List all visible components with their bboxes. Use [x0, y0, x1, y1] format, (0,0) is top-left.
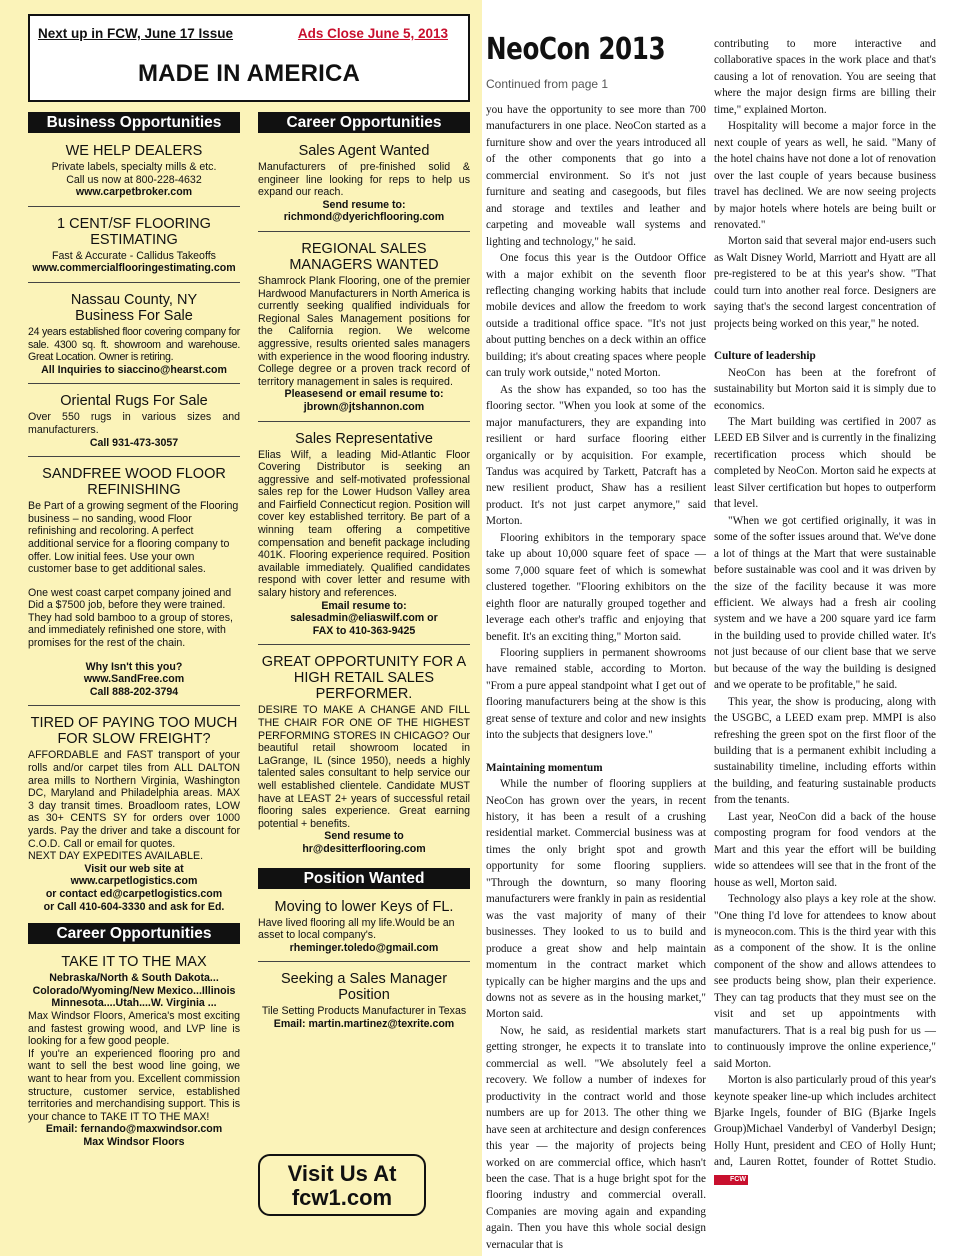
- ad-title: Sales Representative: [295, 430, 433, 447]
- paragraph: Last year, NeoCon did a back of the house composting program for food vendors at the Mart and this year the effort will be building wide so attendees will see that in the front of the house as well, Morton said.: [714, 810, 936, 889]
- section-band-position-wanted: Position Wanted: [258, 868, 470, 889]
- ad-title: TIRED OF PAYING TOO MUCH FOR SLOW FREIGHT?: [30, 715, 238, 748]
- article-column-2: [714, 36, 936, 1187]
- ad-title: 1 CENT/SF FLOORING ESTIMATING: [57, 215, 211, 248]
- divider: [28, 206, 240, 207]
- fcw-end-badge: FCW: [714, 1175, 748, 1185]
- ads-close-label: Ads Close June 5, 2013: [297, 26, 448, 41]
- ad-cta: Send resume to:: [322, 198, 406, 211]
- ad-url-link[interactable]: www.commercialflooringestimating.com: [32, 262, 236, 275]
- paragraph: Flooring suppliers in permanent showrooms have remained stable, according to Morton. "From a pure appeal standpoint what I get out of flooring manufacturers being at the show is this great sense of texture and color and new insights into the subjects that designers love.": [486, 646, 706, 742]
- visit-fcw-link[interactable]: [258, 1154, 426, 1216]
- ad-email-link[interactable]: richmond@dyerichflooring.com: [283, 211, 445, 224]
- ad-body: Elias Wilf, a leading Mid-Atlantic Floor Covering Distributor is seeking an aggressive and self-motivated professional sales rep for the Lower Hudson Valley area and Fairfield Connecticut region. Position will cover key established territory. Be part of a winning team offering a competitive compensation and benefit package including 401K. Flooring experience required. Position available immediately. Qualified candidates respond with cover letter and resume with salary history and references.: [258, 448, 470, 600]
- ad-slow-freight: [28, 715, 240, 913]
- ad-line: NEXT DAY EXPEDITES AVAILABLE.: [28, 850, 204, 863]
- ad-title: Moving to lower Keys of FL.: [274, 898, 454, 915]
- ad-we-help-dealers: [28, 143, 240, 199]
- paragraph: The Mart building was certified in 2007 as LEED EB Silver and is currently in the finalizing recertification process which should be completed by NeoCon. Morton said he expects at least Silver certification but hopes to outperform that level.: [714, 415, 936, 511]
- ad-title: Seeking a Sales Manager Position: [280, 971, 448, 1004]
- article-neocon: [482, 0, 960, 1256]
- ad-sales-agent: [258, 143, 470, 224]
- ad-flooring-estimating: [28, 216, 240, 275]
- ad-subtitle: Business For Sale: [75, 307, 193, 324]
- ad-take-it-to-the-max: [28, 954, 240, 1148]
- classified-column-right: [258, 112, 470, 1031]
- ad-email-link[interactable]: hr@desitterflooring.com: [302, 842, 426, 855]
- ad-cta: Email resume to:: [321, 599, 407, 612]
- ad-email-link[interactable]: rheminger.toledo@gmail.com: [289, 941, 439, 954]
- ad-tagline: Why Isn't this you?: [85, 660, 183, 673]
- classified-column-left: [28, 112, 240, 1148]
- ad-cta: Visit our web site at: [84, 862, 184, 875]
- divider: [258, 421, 470, 422]
- ad-company: Max Windsor Floors: [83, 1135, 185, 1148]
- ad-moving-keys: [258, 899, 470, 955]
- divider: [258, 961, 470, 962]
- ad-title: REGIONAL SALES MANAGERS WANTED: [289, 240, 439, 273]
- paragraph: Morton said that several major end-users such as Walt Disney World, Marriott and Hyatt are all pre-registered to be at this year's show. "That could turn into another real force. Designers are saying that's the second largest concentration of projects being worked on this year," he noted.: [714, 235, 936, 330]
- ad-body: Max Windsor Floors, America's most exciting and fastest growing wood, and LVP line is looking for a few good people.: [28, 1009, 240, 1048]
- ad-phone: Call 931-473-3057: [89, 436, 179, 449]
- divider: [28, 282, 240, 283]
- next-up-label: Next up in FCW, June 17 Issue: [38, 26, 234, 41]
- divider: [258, 644, 470, 645]
- ad-fax: FAX to 410-363-9425: [312, 624, 416, 637]
- section-band-career: Career Opportunities: [258, 112, 470, 133]
- ad-title: Sales Agent Wanted: [298, 143, 430, 159]
- paragraph-last: [714, 1072, 936, 1187]
- ad-states: Nebraska/North & South Dakota...: [49, 972, 219, 985]
- ad-regional-sales: [258, 241, 470, 414]
- article-title: NeoCon 2013: [486, 32, 666, 67]
- paragraph: One focus this year is the Outdoor Office with a major exhibit on the seventh floor reflecting changing working habits that include mobile devices and allow the freedom to work outside a traditional office space. "It's not just about putting benches on a deck within an office building; it's about creating spaces where people can truly work outside," noted Morton.: [486, 252, 706, 380]
- ad-title: Oriental Rugs For Sale: [60, 393, 208, 410]
- paragraph: As the show has expanded, so too has the flooring sector. "When you look at some of the major manufacturers, they are expanding into resilient or hard surface flooring either organically or by acquisition. For example, Tandus was acquired by Tarkett, Patcraft has a new resilient product, Shaw has a resilient product. It's not just carpet anymore," said Morton.: [486, 383, 706, 528]
- paragraph: While the number of flooring suppliers at NeoCon has grown over the years, in recent history, it has been a result of a crushing residential market. Commercial business was at times the only bright spot and growth opportunity for some flooring suppliers. "Through the downturn, so many flooring manufacturers were frankly in pain as residential was the vast majority of many of their businesses. They looked to us to build and produce a great show and help maintain momentum in the contract market which typically can be higher margins and the ups and downs not as severe as in the housing market," Morton said.: [486, 778, 706, 1021]
- ad-body: 24 years established floor covering company for sale. 4300 sq. ft. showroom and warehouse. Great Location. Owner is retiring.: [28, 325, 240, 364]
- ad-email-link[interactable]: Email: martin.martinez@texrite.com: [273, 1017, 455, 1030]
- visit-url: fcw1.com: [291, 1185, 393, 1210]
- ad-contact-link[interactable]: All Inquiries to siaccino@hearst.com: [41, 363, 227, 376]
- ad-title: Nassau County, NY: [70, 291, 198, 308]
- issue-theme-title: MADE IN AMERICA: [137, 60, 361, 87]
- ad-sales-representative: [258, 431, 470, 638]
- ad-line: Fast & Accurate - Callidus Takeoffs: [52, 249, 216, 262]
- ad-states: Minnesota....Utah....W. Virginia ...: [51, 997, 217, 1010]
- continued-label: Continued from page 1: [486, 77, 609, 91]
- subheading: Culture of leadership: [714, 350, 816, 363]
- ad-seeking-manager: [258, 971, 470, 1030]
- paragraph: Flooring exhibitors in the temporary space take up about 10,000 square feet of space — some 7,000 square feet of which is somewhat clustered together. "Flooring exhibitors on the eighth floor are naturally grouped together and leverage each other's traffic and enjoying that benefit. It's an exciting thing," Morton said.: [486, 531, 706, 643]
- ad-email-link[interactable]: jbrown@jtshannon.com: [303, 400, 425, 413]
- ad-body: DESIRE TO MAKE A CHANGE AND FILL THE CHAIR FOR ONE OF THE HIGHEST PERFORMING STORES IN CHICAGO? Our beautiful retail showroom located in LaGrange, IL (since 1950), needs a highly talented sales consultant to help service our well established clientele. Candidate MUST have at LEAST 2+ years of successful retail flooring sales experience. Great earning potential + benefits.: [258, 704, 470, 830]
- divider: [28, 383, 240, 384]
- ad-cta: Send resume to: [324, 830, 404, 843]
- section-band-career: Career Opportunities: [28, 923, 240, 944]
- ad-oriental-rugs: [28, 393, 240, 449]
- ad-body-2: If you're an experienced flooring pro and want to sell the best wood line going, we want to hear from you. Excellent commission structure, customer service, established territories and merchandising support. This is your chance to TAKE IT TO THE MAX!: [28, 1047, 240, 1123]
- ad-title: TAKE IT TO THE MAX: [61, 954, 207, 971]
- divider: [258, 231, 470, 232]
- ad-sandfree: [28, 466, 240, 698]
- paragraph: Hospitality will become a major force in the next couple of years as well, he said. "Many of the hotel chains have not done a lot of renovation over the last couple of years because business travel has declined. We are now seeing projects by major hotels where hotels are being built or renovated.": [714, 120, 936, 231]
- divider: [28, 456, 240, 457]
- section-band-business: Business Opportunities: [28, 112, 240, 133]
- ad-url-link[interactable]: www.SandFree.com: [83, 673, 185, 686]
- ad-cta: Pleasesend or email resume to:: [284, 388, 444, 401]
- paragraph: This year, the show is producing, along with the USGBC, a LEED exam prep. MMPI is also refreshing the green spot on the first floor of the building that is a permanent exhibit including a sustainability timeline, including efforts within the building, and featuring sustainable products from the tenants.: [714, 695, 936, 807]
- ad-body-2: One west coast carpet company joined and Did a $7500 job, before they were trained. They had sold bamboo to a group of stores, and immediately refinished one store, with promises for the rest of the chain.: [28, 586, 233, 650]
- ad-great-opportunity: [258, 654, 470, 855]
- paragraph: NeoCon has been at the forefront of sustainability but Morton said it is simply due to economics.: [714, 366, 936, 412]
- ad-email-link[interactable]: Email: fernando@maxwindsor.com: [45, 1123, 223, 1136]
- ad-url-link[interactable]: www.carpetbroker.com: [75, 186, 193, 199]
- ad-body: Be Part of a growing segment of the Flooring business – no sanding, wood Floor refinishing and recoloring. A perfect additional service for a flooring company to offer. Low initial fees. Use your own customer base to get additional sales.: [28, 500, 239, 576]
- visit-label: Visit Us At: [287, 1161, 397, 1186]
- ad-line: Private labels, specialty mills & etc.: [51, 161, 217, 173]
- paragraph: contributing to more interactive and collaborative spaces in the work place and that's causing a lot of renovation. You are seeing that where the major design firms are billing their time," explained Morton.: [714, 38, 936, 116]
- article-column-1: [486, 102, 706, 1253]
- ad-title: SANDFREE WOOD FLOOR REFINISHING: [42, 466, 226, 499]
- paragraph: Technology also plays a key role at the show. "One thing I'd love for attendees to know about is myneocon.com. This is the third year with this as a component of the show. It is the online component of the show and allows attendees to see products being show, plan their experience. They can tag products that they must see on the visit and set up appointments with manufacturers. That is a real big push for us — to continuously improve the online experience," said Morton.: [714, 893, 936, 1070]
- ad-body: Have lived flooring all my life.Would be an asset to local company's.: [258, 916, 455, 942]
- ad-email-link[interactable]: salesadmin@eliaswilf.com or: [290, 612, 438, 625]
- ad-title: GREAT OPPORTUNITY FOR A HIGH RETAIL SALES PERFORMER.: [261, 654, 467, 703]
- ad-line: Tile Setting Products Manufacturer in Texas: [261, 1005, 467, 1018]
- ad-body: AFFORDABLE and FAST transport of your rolls and/or carpet tiles from ALL DALTON area mills to Northern Virginia, Washington DC, Maryland and Philadelphia areas. MAX 3 day transit times. Broadloom rates, LOW as 30+ CENTS SY for orders over 1000 yards. Pay the driver and take a discount for C.O.D. Call or email for quotes.: [28, 749, 240, 850]
- paragraph: Now, he said, as residential markets start getting stronger, he expects it to translate into commercial as well. "We absolutely feel a recovery. We follow a number of indexes for productivity in the contract world and those numbers are up for 2013. The other thing we have seen at architecture and design conferences this year — the majority of projects being worked on are commercial office, which hasn't been the case. That is a huge bright spot for the flooring industry and commercial overall. Companies are moving again and expanding again. Then you have this whole social design vernacular that is: [486, 1024, 706, 1251]
- ad-url-link[interactable]: www.carpetlogistics.com: [70, 875, 198, 888]
- issue-header-box: [28, 14, 470, 102]
- paragraph: "When we got certified originally, it was in some of the softer issues around that. We've done a lot of things at the Mart that were sustainable before sustainable was cool and it was driven by the size of the facility because it was more efficient. We always had a fresh air cooling system and we have a 200 square yard ice farm in the building used to provide chilled water. It's not just because of our client base that we serve but because of the way the building is designed and we operate to be profitable," he said.: [714, 514, 936, 692]
- paragraph-text: Morton is also particularly proud of this year's keynote speaker line-up which includes architect Bjarke Ingels, founder of BIG (Bjarke Ingels Group)Michael Vanderbyl of Vanderbyl Design; Holly Hunt, president and CEO of Holly Hunt; and, Lauren Rottet, founder of Rottet Studio.: [714, 1074, 936, 1169]
- ad-phone: Call us now at 800-228-4632: [66, 173, 202, 186]
- ad-states: Colorado/Wyoming/New Mexico...Illinois: [32, 984, 236, 997]
- ad-phone: Call 888-202-3794: [89, 685, 179, 698]
- paragraph: you have the opportunity to see more than 700 manufacturers in one place. NeoCon started as a furniture show and over the years introduced all of the other components that go into a commercial environment. So it's not just furniture and seating and casegoods, but files and storage and textiles and leather and carpeting and moveable wall systems and lighting and technology," he said.: [486, 104, 706, 248]
- subheading: Maintaining momentum: [486, 761, 603, 774]
- ad-nassau-business: [28, 292, 240, 376]
- ad-title: WE HELP DEALERS: [65, 143, 203, 159]
- ad-body: Shamrock Plank Flooring, one of the premier Hardwood Manufacturers in North America is currently seeking qualified individuals for Regional Sales Management positions for the California region. We welcome aggressive, results oriented sales managers with experience in the wood flooring industry. College degree or a proven track record of territory management in sales is required.: [258, 274, 470, 388]
- divider: [28, 705, 240, 706]
- ad-body: Over 550 rugs in various sizes and manufacturers.: [28, 411, 240, 436]
- ad-phone: or Call 410-604-3330 and ask for Ed.: [43, 900, 225, 913]
- ad-email-link[interactable]: or contact ed@carpetlogistics.com: [45, 887, 223, 900]
- ad-body: Manufacturers of pre-finished solid & engineer line looking for reps to help us expand our reach.: [258, 161, 470, 199]
